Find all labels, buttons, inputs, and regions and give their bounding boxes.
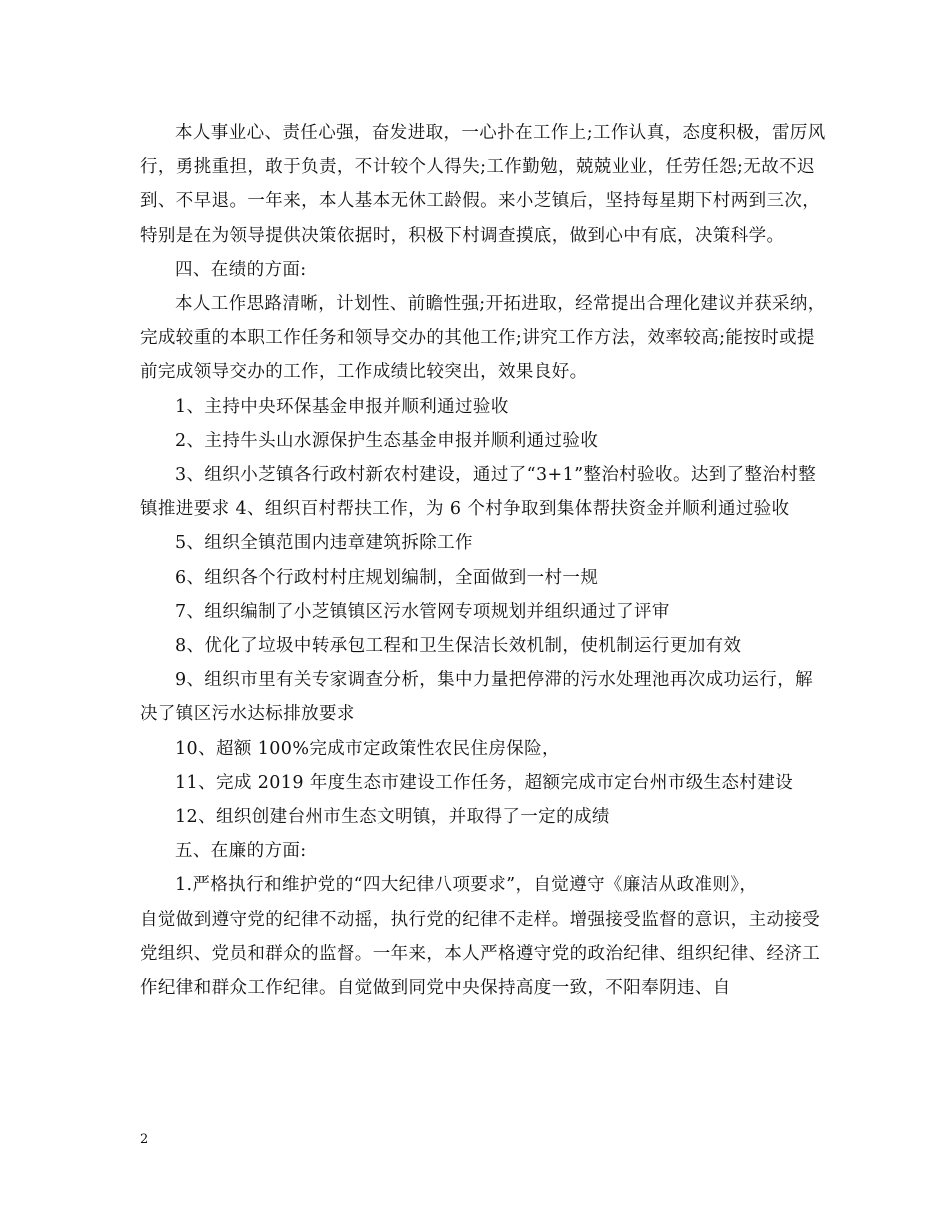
paragraph-discipline-rule: 1.严格执行和维护党的“四大纪律八项要求”，自觉遵守《廉洁从政准则》， xyxy=(175,875,758,896)
list-item: 10、超额 100%完成市定政策性农民住房保险， xyxy=(175,738,560,759)
paragraph-discipline-detail: 自觉做到遵守党的纪律不动摇，执行党的纪律不走样。增强接受监督的意识，主动接受党组织、党员和群众的监督。一年来，本人严格遵守党的政治纪律、组织纪律、经济工作纪律和群众工作纪律。自觉做到同党中央保持高度一致，不阳奉阴违、自 xyxy=(140,909,821,999)
section-heading-achievements: 四、在绩的方面: xyxy=(175,259,307,280)
list-item: 7、组织编制了小芝镇镇区污水管网专项规划并组织通过了评审 xyxy=(175,601,670,622)
list-item: 12、组织创建台州市生态文明镇，并取得了一定的成绩 xyxy=(175,807,610,828)
section-heading-integrity: 五、在廉的方面: xyxy=(175,841,307,862)
list-item: 2、主持牛头山水源保护生态基金申报并顺利通过验收 xyxy=(175,430,599,451)
list-item: 5、组织全镇范围内违章建筑拆除工作 xyxy=(175,533,473,554)
list-item: 11、完成 2019 年度生态市建设工作任务，超额完成市定台州市级生态村建设 xyxy=(175,772,794,793)
list-item: 8、优化了垃圾中转承包工程和卫生保洁长效机制，使机制运行更加有效 xyxy=(175,636,742,657)
document-body xyxy=(140,116,830,1005)
list-item: 1、主持中央环保基金申报并顺利通过验收 xyxy=(175,396,509,417)
list-item: 3、组织小芝镇各行政村新农村建设，通过了“3+1”整治村验收。达到了整治村整镇推进要求 4、组织百村帮扶工作，为 6 个村争取到集体帮扶资金并顺利通过验收 xyxy=(140,465,817,520)
list-item: 6、组织各个行政村村庄规划编制，全面做到一村一规 xyxy=(175,567,599,588)
paragraph-work-attitude: 本人事业心、责任心强，奋发进取，一心扑在工作上;工作认真，态度积极，雷厉风行，勇挑重担，敢于负责，不计较个人得失;工作勤勉，兢兢业业，任劳任怨;无故不迟到、不早退。一年来，本人基本无休工龄假。来小芝镇后，坚持每星期下村两到三次，特别是在为领导提供决策依据时，积极下村调查摸底，做到心中有底，决策科学。 xyxy=(140,123,826,246)
page-number: 2 xyxy=(140,1132,149,1147)
paragraph-work-approach: 本人工作思路清晰，计划性、前瞻性强;开拓进取，经常提出合理化建议并获采纳，完成较重的本职工作任务和领导交办的其他工作;讲究工作方法，效率较高;能按时或提前完成领导交办的工作，工作成绩比较突出，效果良好。 xyxy=(140,294,826,383)
list-item: 9、组织市里有关专家调查分析，集中力量把停滞的污水处理池再次成功运行，解决了镇区污水达标排放要求 xyxy=(140,670,814,725)
